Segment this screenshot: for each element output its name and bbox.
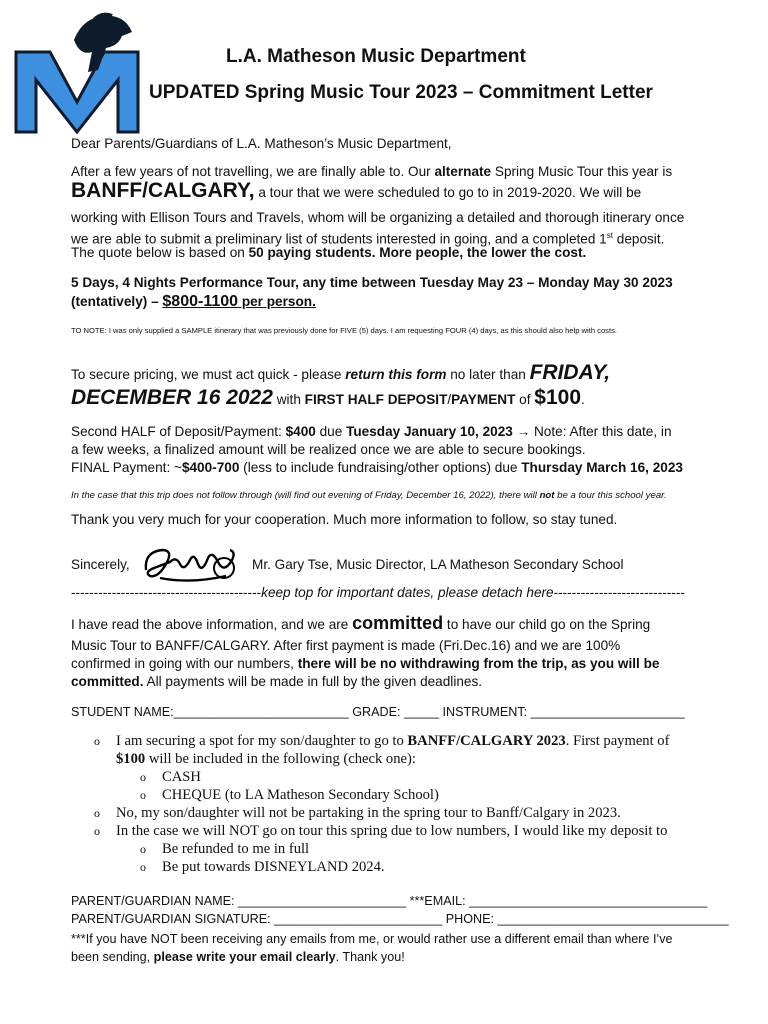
intro-line-2: BANFF/CALGARY, a tour that we were scheduled to go to in 2019-2020. We will be — [71, 179, 642, 202]
detach-line: ------------------------------------------keep top for important dates, please detach here----------------------------- — [71, 585, 685, 600]
tour-details-line-2: (tentatively) – $800-1100 per person. — [71, 293, 316, 310]
parent-name-email-fields[interactable]: PARENT/GUARDIAN NAME: ________________________ ***EMAIL: __________________________________ — [71, 894, 708, 908]
cancellation-note: In the case that this trip does not follow through (will find out evening of Friday, December 16, 2022), there will not be a tour this school year. — [71, 490, 667, 501]
intro-line-3: working with Ellison Tours and Travels, whom will be organizing a detailed and thorough itinerary once — [71, 210, 685, 225]
commitment-line-1: I have read the above information, and we are committed to have our child go on the Spring — [71, 613, 651, 633]
commitment-line-4: committed. All payments will be made in full by the given deadlines. — [71, 674, 483, 689]
department-title: L.A. Matheson Music Department — [226, 46, 526, 67]
intro-line-4: we are able to submit a preliminary list of students interested in going, and a completed 1st deposit. — [71, 231, 665, 247]
intro-line-1: After a few years of not travelling, we are finally able to. Our alternate Spring Music Tour this year is — [71, 164, 673, 179]
second-payment-line-1: Second HALF of Deposit/Payment: $400 due Tuesday January 10, 2023 → Note: After this date, in — [71, 424, 672, 439]
page-title: UPDATED Spring Music Tour 2023 – Commitment Letter — [149, 82, 653, 103]
option-refund[interactable]: o Be refunded to me in full — [140, 841, 310, 857]
final-payment-line: FINAL Payment: ~$400-700 (less to include fundraising/other options) due Thursday March 16, 2023 — [71, 460, 683, 475]
thank-you-line: Thank you very much for your cooperation. Much more information to follow, so stay tuned. — [71, 512, 618, 527]
option-secure-spot[interactable]: o I am securing a spot for my son/daughter to go to BANFF/CALGARY 2023. First payment of — [94, 733, 670, 749]
director-name: Mr. Gary Tse, Music Director, LA Matheson Secondary School — [252, 557, 624, 572]
option-not-partaking[interactable]: o No, my son/daughter will not be partaking in the spring tour to Banff/Calgary in 2023. — [94, 805, 621, 821]
option-disneyland[interactable]: o Be put towards DISNEYLAND 2024. — [140, 859, 385, 875]
parent-signature-phone-fields[interactable]: PARENT/GUARDIAN SIGNATURE: ________________________ PHONE: _________________________________ — [71, 912, 729, 926]
greeting: Dear Parents/Guardians of L.A. Matheson’s Music Department, — [71, 136, 452, 151]
itinerary-note: TO NOTE: I was only supplied a SAMPLE itinerary that was previously done for FIVE (5) days. I am requesting FOUR (4) days, as this should also help with costs. — [71, 326, 617, 335]
option-cheque[interactable]: o CHEQUE (to LA Matheson Secondary School) — [140, 787, 439, 803]
tour-details-line-1: 5 Days, 4 Nights Performance Tour, any time between Tuesday May 23 – Monday May 30 2023 — [71, 275, 673, 290]
deadline-line-2: DECEMBER 16 2022 with FIRST HALF DEPOSIT/PAYMENT of $100. — [71, 386, 585, 409]
second-payment-line-2: a few weeks, a finalized amount will be realized once we are able to secure bookings. — [71, 442, 586, 457]
student-info-fields[interactable]: STUDENT NAME:_________________________ GRADE: _____ INSTRUMENT: ______________________ — [71, 705, 685, 719]
commitment-line-3: confirmed in going with our numbers, there will be no withdrawing from the trip, as you will be — [71, 656, 660, 671]
deadline-line-1: To secure pricing, we must act quick - please return this form no later than FRIDAY, — [71, 361, 611, 384]
email-note-line-1: ***If you have NOT been receiving any emails from me, or would rather use a different email than where I’ve — [71, 932, 673, 946]
commitment-line-2: Music Tour to BANFF/CALGARY. After first payment is made (Fri.Dec.16) and we are 100% — [71, 638, 621, 653]
school-logo-m-mustang-icon — [14, 10, 140, 136]
intro-line-5: The quote below is based on 50 paying students. More people, the lower the cost. — [71, 245, 587, 260]
email-note-line-2: been sending, please write your email clearly. Thank you! — [71, 950, 405, 964]
option-cash[interactable]: o CASH — [140, 769, 201, 785]
director-signature-icon — [140, 542, 240, 586]
option-secure-spot-cont: $100 will be included in the following (check one): — [116, 751, 416, 767]
option-deposit-choice: o In the case we will NOT go on tour this spring due to low numbers, I would like my deposit to — [94, 823, 668, 839]
sincerely-label: Sincerely, — [71, 557, 130, 572]
